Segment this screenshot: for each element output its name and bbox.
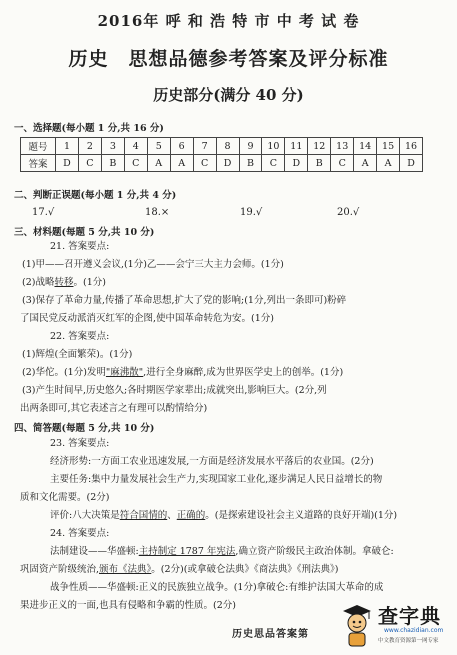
answer-letter: A <box>147 155 170 172</box>
answer-letter: C <box>78 155 101 172</box>
q24-heading: 24. 答案要点: <box>50 528 110 539</box>
answer-letter: D <box>400 155 423 172</box>
answer-letter: C <box>124 155 147 172</box>
q23-evaluation: 评价:八大决策是符合国情的、正确的。(是探索建设社会主义道路的良好开端)(1分) <box>50 510 398 521</box>
row-label-answer: 答案 <box>21 155 56 172</box>
logo-url: www.chazidian.com <box>384 627 444 634</box>
answer-letter: B <box>101 155 124 172</box>
table-row-answers <box>21 155 423 172</box>
q21-answer-3a: (3)保存了革命力量,传播了革命思想,扩大了党的影响;(1分,列出一条即可)粉碎 <box>22 295 347 306</box>
exam-title: 2016年 呼 和 浩 特 市 中 考 试 卷 <box>97 12 360 30</box>
site-logo <box>340 600 452 652</box>
part-title: 历史部分(满分 40 分) <box>153 86 304 104</box>
answer-letter: A <box>377 155 400 172</box>
answer-letter: B <box>308 155 331 172</box>
section-multiple-choice-heading: 一、选择题(每小题 1 分,共 16 分) <box>14 123 164 134</box>
answer-letter: C <box>262 155 285 172</box>
page-footer: 历史思品答案第 <box>232 629 309 640</box>
question-number: 9 <box>239 138 262 155</box>
q21-answer-1: (1)甲——召开遵义会议,(1分)乙——会宁三大主力会师。(1分) <box>22 259 284 270</box>
answer-letter: B <box>239 155 262 172</box>
answer-letter: D <box>285 155 308 172</box>
question-number: 12 <box>308 138 331 155</box>
question-number: 8 <box>216 138 239 155</box>
q21-answer-2: (2)战略转移。(1分) <box>22 277 106 288</box>
answer-letter: C <box>193 155 216 172</box>
tf-answer-20: 20.√ <box>337 207 360 218</box>
tf-answer-19: 19.√ <box>240 207 263 218</box>
multiple-choice-answer-table <box>20 137 423 172</box>
q22-answer-2: (2)华佗。(1分)发明"麻沸散",进行全身麻醉,成为世界医学史上的创举。(1分) <box>22 367 344 378</box>
question-number: 1 <box>56 138 79 155</box>
answer-letter: A <box>170 155 193 172</box>
question-number: 6 <box>170 138 193 155</box>
answer-letter: D <box>56 155 79 172</box>
question-number: 11 <box>285 138 308 155</box>
subject-title: 历史 思想品德参考答案及评分标准 <box>68 48 389 70</box>
question-number: 3 <box>101 138 124 155</box>
q22-answer-3b: 出两条即可,其它表述言之有理可以酌情给分) <box>20 403 208 414</box>
q23-main-task-a: 主要任务:集中力量发展社会生产力,实现国家工业化,逐步满足人民日益增长的物 <box>50 474 383 485</box>
section-true-false-heading: 二、判断正误题(每小题 1 分,共 4 分) <box>14 190 177 201</box>
row-label-number: 题号 <box>21 138 56 155</box>
q24-legal-a: 法制建设——华盛顿:主持制定 1787 年宪法,确立资产阶级民主政治体制。拿破仑: <box>50 546 394 557</box>
section-material-heading: 三、材料题(每题 5 分,共 10 分) <box>14 227 155 238</box>
question-number: 4 <box>124 138 147 155</box>
q24-legal-b: 巩固资产阶级统治,颁布《法典》。(2分)(或拿破仑法典》《商法典》《刑法典》) <box>20 564 339 575</box>
q22-answer-3a: (3)产生时间早,历史悠久;各时期医学家辈出;成就突出,影响巨大。(2分,列 <box>22 385 327 396</box>
answer-letter: A <box>354 155 377 172</box>
q23-heading: 23. 答案要点: <box>50 438 110 449</box>
logo-tagline: 中文教育资源第一网专家 <box>378 638 439 644</box>
q23-economic-situation: 经济形势:一方面工农业迅速发展,一方面是经济发展水平落后的农业国。(2分) <box>50 456 374 467</box>
question-number: 5 <box>147 138 170 155</box>
q24-war-nature-b: 果进步正义的一面,也具有侵略和争霸的性质。(2分) <box>20 600 236 611</box>
question-number: 15 <box>377 138 400 155</box>
answer-letter: D <box>216 155 239 172</box>
question-number: 7 <box>193 138 216 155</box>
q23-main-task-b: 质和文化需要。(2分) <box>20 492 110 503</box>
q24-war-nature-a: 战争性质——华盛顿:正义的民族独立战争。(1分)拿破仑:有维护法国大革命的成 <box>50 582 384 593</box>
q22-heading: 22. 答案要点: <box>50 331 110 342</box>
answer-letter: C <box>331 155 354 172</box>
question-number: 10 <box>262 138 285 155</box>
graduate-mascot-icon <box>340 602 374 648</box>
table-row-numbers <box>21 138 423 155</box>
question-number: 14 <box>354 138 377 155</box>
q21-heading: 21. 答案要点: <box>50 241 110 252</box>
section-short-answer-heading: 四、简答题(每题 5 分,共 10 分) <box>14 423 155 434</box>
q22-answer-1: (1)辉煌(全面繁荣)。(1分) <box>22 349 133 360</box>
tf-answer-17: 17.√ <box>32 207 55 218</box>
question-number: 13 <box>331 138 354 155</box>
question-number: 16 <box>400 138 423 155</box>
question-number: 2 <box>78 138 101 155</box>
logo-name: 查字典 <box>378 604 441 628</box>
q21-answer-3b: 了国民党反动派消灭红军的企图,使中国革命转危为安。(1分) <box>20 313 274 324</box>
tf-answer-18: 18.× <box>145 207 170 218</box>
